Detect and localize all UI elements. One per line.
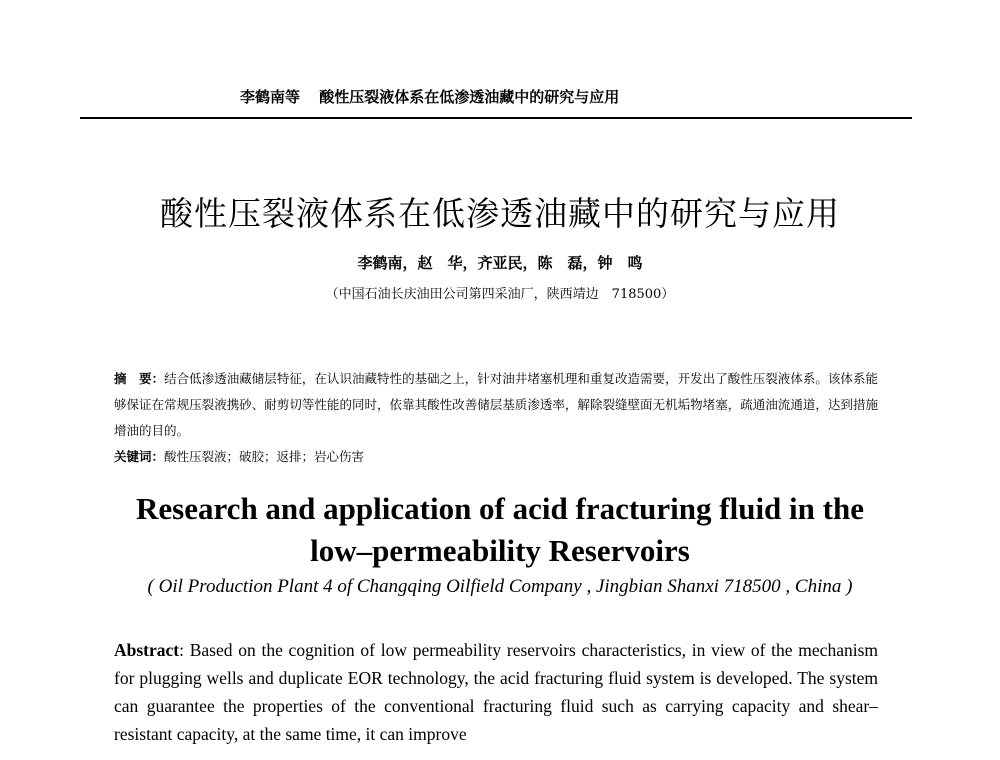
chinese-abstract-label: 摘 要： xyxy=(114,371,165,386)
chinese-title: 酸性压裂液体系在低渗透油藏中的研究与应用 xyxy=(160,194,840,233)
english-affiliation: ( Oil Production Plant 4 of Changqing Oilfield Company , Jingbian Shanxi 718500 , China ) xyxy=(147,576,853,597)
header-rule xyxy=(80,117,912,119)
english-abstract-label: Abstract xyxy=(114,640,180,660)
chinese-authors: 李鹤南，赵 华，齐亚民，陈 磊，钟 鸣 xyxy=(357,254,643,272)
english-abstract-text: : Based on the cognition of low permeability reservoirs characteristics, in view of the mechanism for plugging wells and duplicate EOR technology, the acid fracturing fluid system is developed. The system can guarantee the properties of the conventional fracturing fluid such as carrying capacity and shear–resistant capacity, at the same time, it can improve xyxy=(114,640,878,744)
english-title-line-1: Research and application of acid fracturing fluid in the xyxy=(136,491,864,526)
chinese-keywords-label: 关键词： xyxy=(114,449,165,464)
english-title xyxy=(0,488,1000,572)
english-title-line-2: low–permeability Reservoirs xyxy=(310,533,690,568)
chinese-keywords xyxy=(114,444,878,470)
chinese-affiliation: （中国石油长庆油田公司第四采油厂，陕西靖边 718500） xyxy=(325,287,675,302)
chinese-abstract-text: 结合低渗透油藏储层特征，在认识油藏特性的基础之上，针对油井堵塞机理和重复改造需要，开发出了酸性压裂液体系。该体系能够保证在常规压裂液携砂、耐剪切等性能的同时，依靠其酸性改善储层基质渗透率，解除裂缝壁面无机垢物堵塞，疏通油流通道，达到措施增油的目的。 xyxy=(114,371,878,438)
running-head-title: 酸性压裂液体系在低渗透油藏中的研究与应用 xyxy=(319,88,620,106)
english-abstract xyxy=(114,636,878,748)
running-head-authors: 李鹤南等 xyxy=(240,88,301,106)
chinese-abstract xyxy=(114,366,878,444)
chinese-keywords-text: 酸性压裂液；破胶；返排；岩心伤害 xyxy=(164,449,365,464)
running-head xyxy=(240,86,619,107)
